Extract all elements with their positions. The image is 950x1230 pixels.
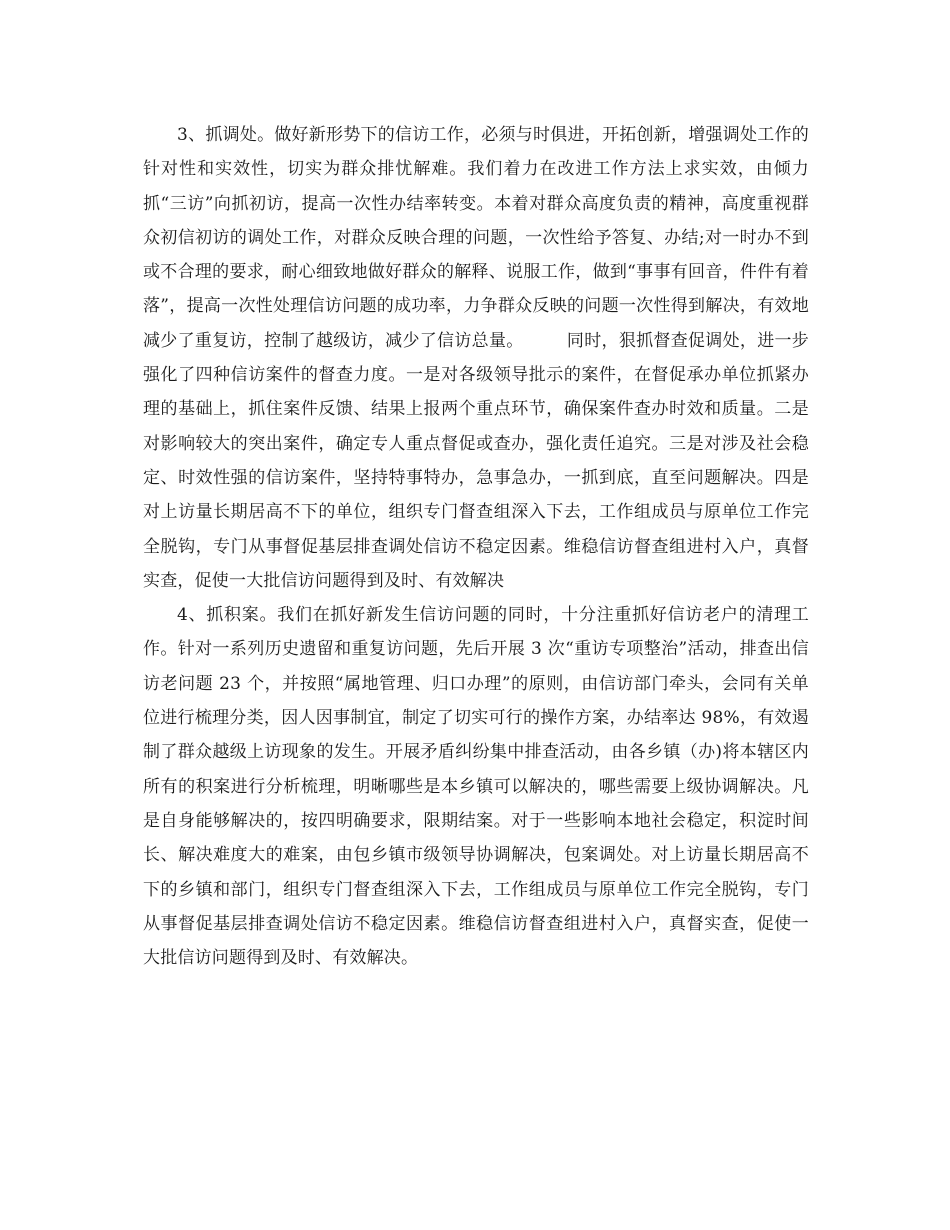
paragraph-tiaochu: 3、抓调处。做好新形势下的信访工作，必须与时俱进，开拓创新，增强调处工作的针对性和实效性，切实为群众排忧解难。我们着力在改进工作方法上求实效，由倾力抓“三访”向抓初访，提高一次性办结率转变。本着对群众高度负责的精神，高度重视群众初信初访的调处工作，对群众反映合理的问题，一次性给予答复、办结;对一时办不到或不合理的要求，耐心细致地做好群众的解释、说服工作，做到“事事有回音，件件有着落”，提高一次性处理信访问题的成功率，力争群众反映的问题一次性得到解决，有效地减少了重复访，控制了越级访，减少了信访总量。 同时，狠抓督查促调处，进一步强化了四种信访案件的督查力度。一是对各级领导批示的案件，在督促承办单位抓紧办理的基础上，抓住案件反馈、结果上报两个重点环节，确保案件查办时效和质量。二是对影响较大的突出案件，确定专人重点督促或查办，强化责任追究。三是对涉及社会稳定、时效性强的信访案件，坚持特事特办，急事急办，一抓到底，直至问题解决。四是对上访量长期居高不下的单位，组织专门督查组深入下去，工作组成员与原单位工作完全脱钩，专门从事督促基层排查调处信访不稳定因素。维稳信访督查组进村入户，真督实查，促使一大批信访问题得到及时、有效解决 xyxy=(143,125,809,591)
document-body xyxy=(143,118,809,975)
paragraph-jian: 4、抓积案。我们在抓好新发生信访问题的同时，十分注重抓好信访老户的清理工作。针对一系列历史遗留和重复访问题，先后开展 3 次“重访专项整治”活动，排查出信访老问题 23 个，并按照“属地管理、归口办理”的原则，由信访部门牵头，会同有关单位进行梳理分类，因人因事制宜，制定了切实可行的操作方案，办结率达 98%，有效遏制了群众越级上访现象的发生。开展矛盾纠纷集中排查活动，由各乡镇（办)将本辖区内所有的积案进行分析梳理，明晰哪些是本乡镇可以解决的，哪些需要上级协调解决。凡是自身能够解决的，按四明确要求，限期结案。对于一些影响本地社会稳定，积淀时间长、解决难度大的难案，由包乡镇市级领导协调解决，包案调处。对上访量长期居高不下的乡镇和部门，组织专门督查组深入下去，工作组成员与原单位工作完全脱钩，专门从事督促基层排查调处信访不稳定因素。维稳信访督查组进村入户，真督实查，促使一大批信访问题得到及时、有效解决。 xyxy=(143,605,809,969)
